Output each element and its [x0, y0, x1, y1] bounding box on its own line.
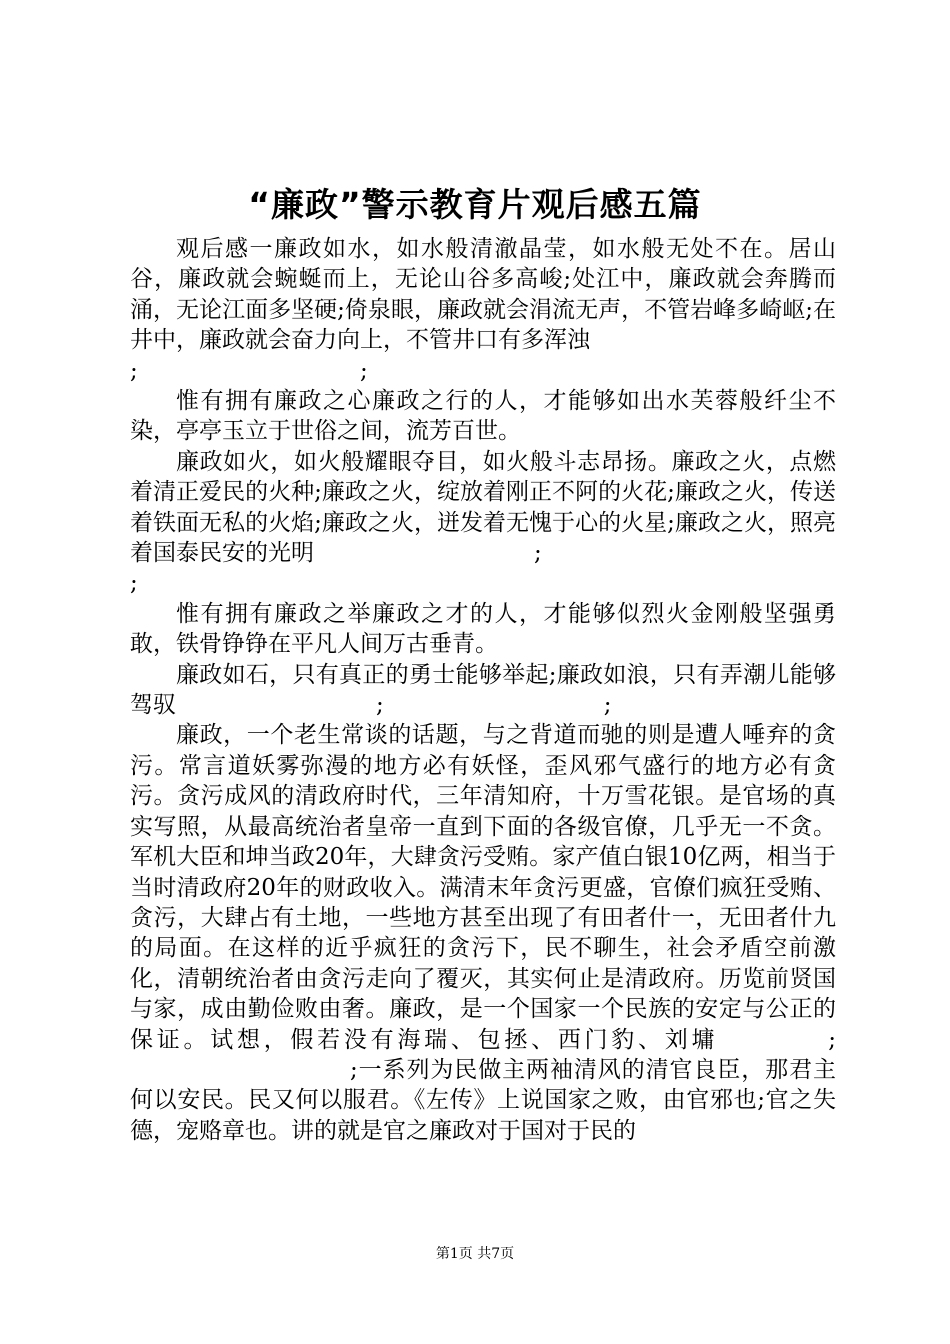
paragraph-5	[130, 660, 836, 721]
semicolon: ;	[376, 692, 384, 719]
paragraph-3	[130, 447, 836, 569]
paragraph-1-text: 观后感一廉政如水，如水般清澈晶莹，如水般无处不在。居山谷，廉政就会蜿蜒而上，无论山谷多高峻;处江中，廉政就会奔腾而涌，无论江面多坚硬;倚泉眼，廉政就会涓流无声，不管岩峰多崎岖;在井中，廉政就会奋力向上，不管井口有多浑浊	[130, 236, 836, 354]
paragraph-6-continuation: ;一系列为民做主两袖清风的清官良臣，那君主何以安民。民又何以服君。《左传》上说国家之败，由官邪也;官之失德，宠赂章也。讲的就是官之廉政对于国对于民的	[130, 1056, 836, 1144]
paragraph-2: 惟有拥有廉政之心廉政之行的人，才能够如出水芙蓉般纤尘不染，亭亭玉立于世俗之间，流芳百世。	[130, 388, 836, 445]
semicolon: ;	[130, 570, 138, 597]
paragraph-1-tail	[130, 356, 836, 386]
paragraph-4: 惟有拥有廉政之举廉政之才的人，才能够似烈火金刚般坚强勇敢，铁骨铮铮在平凡人间万古垂青。	[130, 600, 836, 658]
semicolon: ;	[130, 357, 138, 384]
paragraph-1	[130, 234, 836, 356]
paragraph-5-text: 廉政如石，只有真正的勇士能够举起;廉政如浪，只有弄潮儿能够驾驭	[130, 661, 836, 719]
paragraph-3-tail	[130, 568, 836, 598]
page-title: “廉政”警示教育片观后感五篇	[248, 185, 702, 224]
semicolon: ;	[360, 357, 368, 384]
paragraph-6-text: 廉政，一个老生常谈的话题，与之背道而驰的则是遭人唾弃的贪污。常言道妖雾弥漫的地方必有妖怪，歪风邪气盛行的地方必有贪污。贪污成风的清政府时代，三年清知府，十万雪花银。是官场的真实写照，从最高统治者皇帝一直到下面的各级官僚，几乎无一不贪。军机大臣和坤当政20年，大肆贪污受贿。家产值白银10亿两，相当于当时清政府20年的财政收入。满清末年贪污更盛，官僚们疯狂受贿、贪污，大肆占有土地，一些地方甚至出现了有田者什一，无田者什九的局面。在这样的近乎疯狂的贪污下，民不聊生，社会矛盾空前激化，清朝统治者由贪污走向了覆灭，其实何止是清政府。历览前贤国与家，成由勤俭败由奢。廉政，是一个国家一个民族的安定与公正的保证。试想，假若没有海瑞、包拯、西门豹、刘墉	[130, 722, 836, 1053]
page-footer: 第1页 共7页	[435, 1246, 515, 1262]
semicolon: ;	[828, 1026, 836, 1053]
semicolon: ;	[603, 692, 612, 719]
document-body	[130, 234, 836, 1146]
paragraph-6	[130, 720, 836, 1146]
semicolon: ;	[534, 540, 542, 567]
paragraph-3-text: 廉政如火，如火般耀眼夺目，如火般斗志昂扬。廉政之火，点燃着清正爱民的火种;廉政之火，绽放着刚正不阿的火花;廉政之火，传送着铁面无私的火焰;廉政之火，迸发着无愧于心的火星;廉政之火，照亮着国泰民安的光明	[130, 448, 836, 567]
